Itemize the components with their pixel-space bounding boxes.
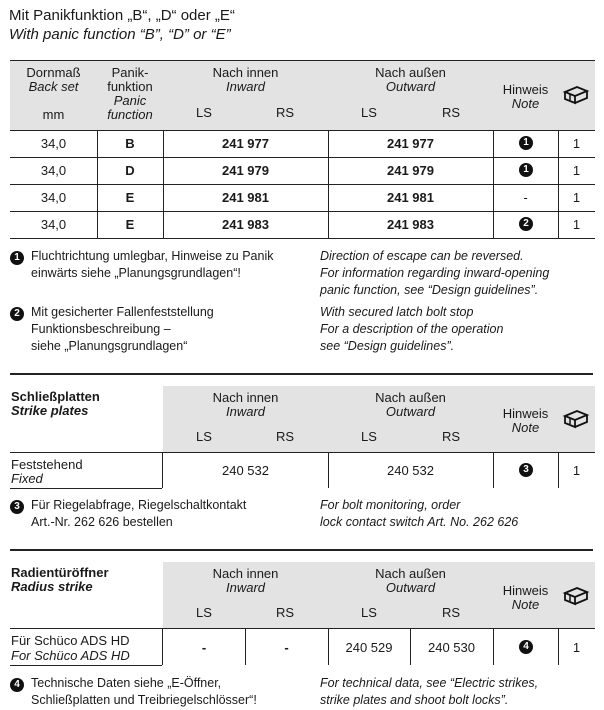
cell-outward-rs: 240 530 — [428, 640, 475, 655]
footnote-en-line: lock contact switch Art. No. 262 626 — [320, 515, 519, 529]
footnote-en-line: see “Design guidelines”. — [320, 339, 455, 353]
row-label-en: For Schüco ADS HD — [11, 648, 130, 663]
footnote-de-line: Mit gesicherter Fallenfeststellung — [31, 305, 214, 319]
inward-rs: RS — [276, 429, 295, 444]
panic-header-de-2: funktion — [107, 79, 153, 94]
cell-inward: 240 532 — [222, 463, 269, 478]
outward-header-en: Outward — [385, 79, 436, 94]
footnote-de-line: Technische Daten siehe „E-Öffner, — [31, 676, 222, 690]
cell-function: E — [125, 217, 135, 232]
note-header-en: Note — [511, 420, 540, 435]
cell-qty: 1 — [572, 217, 581, 232]
row-label-de: Für Schüco ADS HD — [11, 633, 130, 648]
footnote-en-line: With secured latch bolt stop — [320, 305, 474, 319]
note-marker-3: 3 — [10, 500, 24, 514]
package-icon — [562, 84, 590, 106]
cell-outward: 240 532 — [387, 463, 434, 478]
backset-header-en: Back set — [28, 79, 79, 94]
cell-inward: 241 983 — [222, 217, 269, 232]
package-icon — [562, 408, 590, 430]
footnote-de-line: Schließplatten und Treibriegelschlösser“! — [31, 693, 257, 707]
outward-ls: LS — [361, 605, 377, 620]
row-label-de: Feststehend — [11, 457, 83, 472]
cell-qty: 1 — [572, 463, 581, 478]
panic-header-en-2: function — [107, 107, 153, 122]
note-header-en: Note — [511, 597, 540, 612]
outward-ls: LS — [361, 429, 377, 444]
note-marker-4: 4 — [10, 678, 24, 692]
cell-backset: 34,0 — [40, 217, 67, 232]
note-header-de: Hinweis — [502, 82, 549, 97]
inward-header-en: Inward — [225, 79, 266, 94]
cell-outward: 241 981 — [387, 190, 434, 205]
radius-strike-title-de: Radientüröffner — [11, 565, 109, 580]
cell-note: - — [523, 190, 528, 205]
note-marker-4: 4 — [519, 640, 533, 654]
footnote-en-line: For information regarding inward-opening — [320, 266, 550, 280]
outward-rs: RS — [442, 105, 461, 120]
package-icon — [562, 585, 590, 607]
inward-header-en: Inward — [225, 580, 266, 595]
cell-qty: 1 — [572, 190, 581, 205]
note-header-de: Hinweis — [502, 583, 549, 598]
note-marker-1: 1 — [519, 136, 533, 150]
cell-outward: 241 977 — [387, 136, 434, 151]
footnote-en-line: strike plates and shoot bolt locks”. — [320, 693, 509, 707]
backset-unit: mm — [42, 107, 65, 122]
cell-qty: 1 — [572, 136, 581, 151]
footnote-en-line: panic function, see “Design guidelines”. — [320, 283, 539, 297]
cell-backset: 34,0 — [40, 163, 67, 178]
note-header-en: Note — [511, 96, 540, 111]
panic-header-de-1: Panik- — [111, 65, 149, 80]
note-marker-3: 3 — [519, 463, 533, 477]
cell-inward: 241 977 — [222, 136, 269, 151]
outward-rs: RS — [442, 429, 461, 444]
note-marker-1: 1 — [10, 251, 24, 265]
footnote-en-line: Direction of escape can be reversed. — [320, 249, 524, 263]
note-header-de: Hinweis — [502, 406, 549, 421]
cell-outward-ls: 240 529 — [345, 640, 393, 655]
note-marker-1: 1 — [519, 163, 533, 177]
footnote-de-line: Fluchtrichtung umlegbar, Hinweise zu Panik — [31, 249, 274, 263]
cell-backset: 34,0 — [40, 190, 67, 205]
inward-header-en: Inward — [225, 404, 266, 419]
cell-inward-ls: - — [201, 640, 207, 655]
cell-inward-rs: - — [284, 640, 289, 655]
note-marker-2: 2 — [10, 307, 24, 321]
strike-plates-title-de: Schließplatten — [11, 389, 100, 404]
backset-header-de: Dornmaß — [26, 65, 81, 80]
footnote-de-line: einwärts siehe „Planungsgrundlagen“! — [31, 266, 241, 280]
section-divider — [10, 373, 593, 375]
section-divider — [10, 549, 593, 551]
inward-rs: RS — [276, 105, 295, 120]
heading-en: With panic function “B”, “D” or “E” — [9, 26, 231, 43]
outward-header-de: Nach außen — [375, 566, 446, 581]
cell-function: E — [125, 190, 135, 205]
panic-header-en-1: Panic — [113, 93, 147, 108]
footnote-en-line: For bolt monitoring, order — [320, 498, 461, 512]
note-marker-2: 2 — [519, 217, 533, 231]
cell-outward: 241 983 — [387, 217, 434, 232]
cell-backset: 34,0 — [40, 136, 67, 151]
cell-inward: 241 981 — [222, 190, 269, 205]
cell-qty: 1 — [572, 640, 581, 655]
cell-inward: 241 979 — [222, 163, 269, 178]
outward-header-en: Outward — [385, 580, 436, 595]
inward-header-de: Nach innen — [212, 390, 279, 405]
outward-ls: LS — [361, 105, 377, 120]
inward-header-de: Nach innen — [212, 566, 279, 581]
radius-strike-title-en: Radius strike — [11, 579, 93, 594]
footnote-de-line: Funktionsbeschreibung – — [31, 322, 171, 336]
cell-function: B — [125, 136, 135, 151]
footnote-de-line: Für Riegelabfrage, Riegelschaltkontakt — [31, 498, 247, 512]
outward-rs: RS — [442, 605, 461, 620]
cell-qty: 1 — [572, 163, 581, 178]
outward-header-de: Nach außen — [375, 65, 446, 80]
footnote-en-line: For technical data, see “Electric strikes, — [320, 676, 539, 690]
footnote-de-line: Art.-Nr. 262 626 bestellen — [31, 515, 173, 529]
row-label-en: Fixed — [11, 471, 43, 486]
cell-outward: 241 979 — [387, 163, 434, 178]
inward-ls: LS — [196, 105, 212, 120]
cell-function: D — [125, 163, 135, 178]
inward-rs: RS — [276, 605, 295, 620]
outward-header-en: Outward — [385, 404, 436, 419]
outward-header-de: Nach außen — [375, 390, 446, 405]
footnote-de-line: siehe „Planungsgrundlagen“ — [31, 339, 188, 353]
inward-ls: LS — [196, 429, 212, 444]
inward-header-de: Nach innen — [212, 65, 279, 80]
heading-de: Mit Panikfunktion „B“, „D“ oder „E“ — [9, 7, 235, 24]
strike-plates-title-en: Strike plates — [11, 403, 89, 418]
footnote-en-line: For a description of the operation — [320, 322, 504, 336]
inward-ls: LS — [196, 605, 212, 620]
